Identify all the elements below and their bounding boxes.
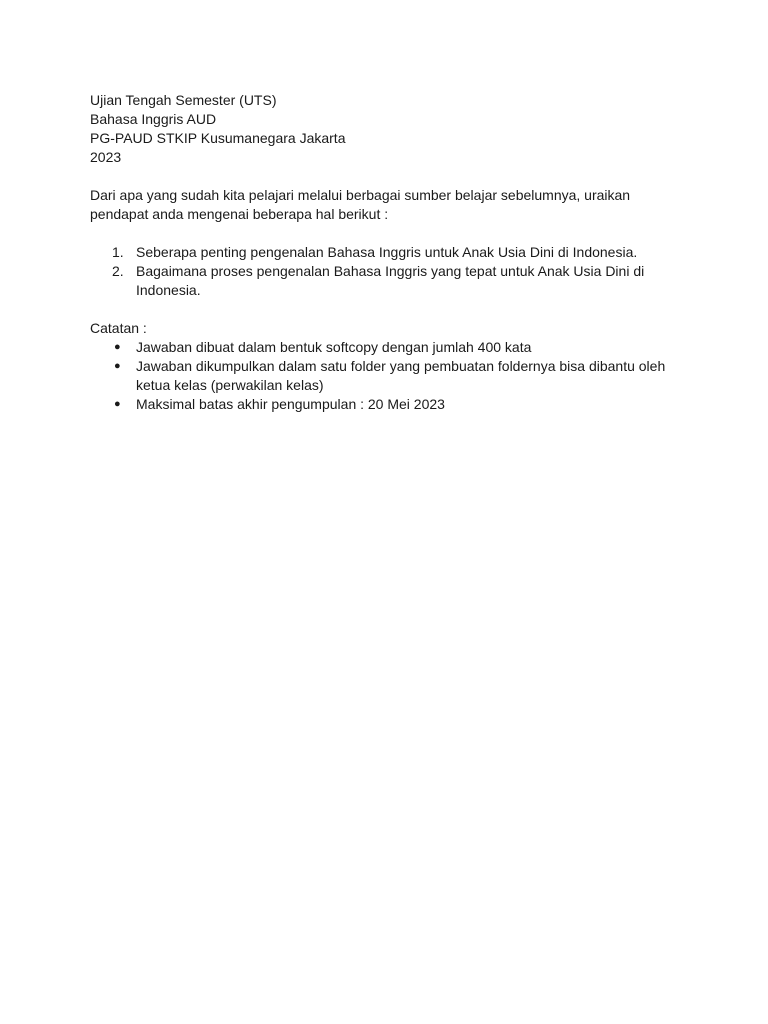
questions-list [90, 243, 680, 300]
document-header [90, 91, 680, 167]
question-text: Seberapa penting pengenalan Bahasa Inggris untuk Anak Usia Dini di Indonesia. [136, 244, 638, 260]
question-text: Bagaimana proses pengenalan Bahasa Inggris yang tepat untuk Anak Usia Dini di Indonesia. [136, 263, 645, 298]
document-body [90, 91, 680, 414]
note-text: Maksimal batas akhir pengumpulan : 20 Mei 2023 [136, 396, 445, 412]
notes-heading: Catatan : [90, 320, 147, 336]
course-name: Bahasa Inggris AUD [90, 111, 217, 127]
note-item [90, 395, 676, 414]
question-item [90, 262, 656, 300]
note-item [90, 338, 676, 357]
notes-list [90, 338, 680, 414]
exam-title: Ujian Tengah Semester (UTS) [90, 92, 277, 108]
note-text: Jawaban dikumpulkan dalam satu folder yang pembuatan foldernya bisa dibantu oleh ketua kelas (perwakilan kelas) [136, 358, 666, 393]
question-item [90, 243, 656, 262]
bullet-icon: ● [114, 398, 121, 410]
note-item [90, 357, 676, 395]
institution: PG-PAUD STKIP Kusumanegara Jakarta [90, 130, 346, 146]
question-number: 1. [112, 244, 124, 260]
question-number: 2. [112, 263, 124, 279]
instructions-paragraph: Dari apa yang sudah kita pelajari melalui berbagai sumber belajar sebelumnya, uraikan pendapat anda mengenai beberapa hal berikut : [90, 187, 631, 222]
note-text: Jawaban dibuat dalam bentuk softcopy dengan jumlah 400 kata [136, 339, 532, 355]
year: 2023 [90, 149, 122, 165]
bullet-icon: ● [114, 341, 121, 353]
bullet-icon: ● [114, 360, 121, 372]
